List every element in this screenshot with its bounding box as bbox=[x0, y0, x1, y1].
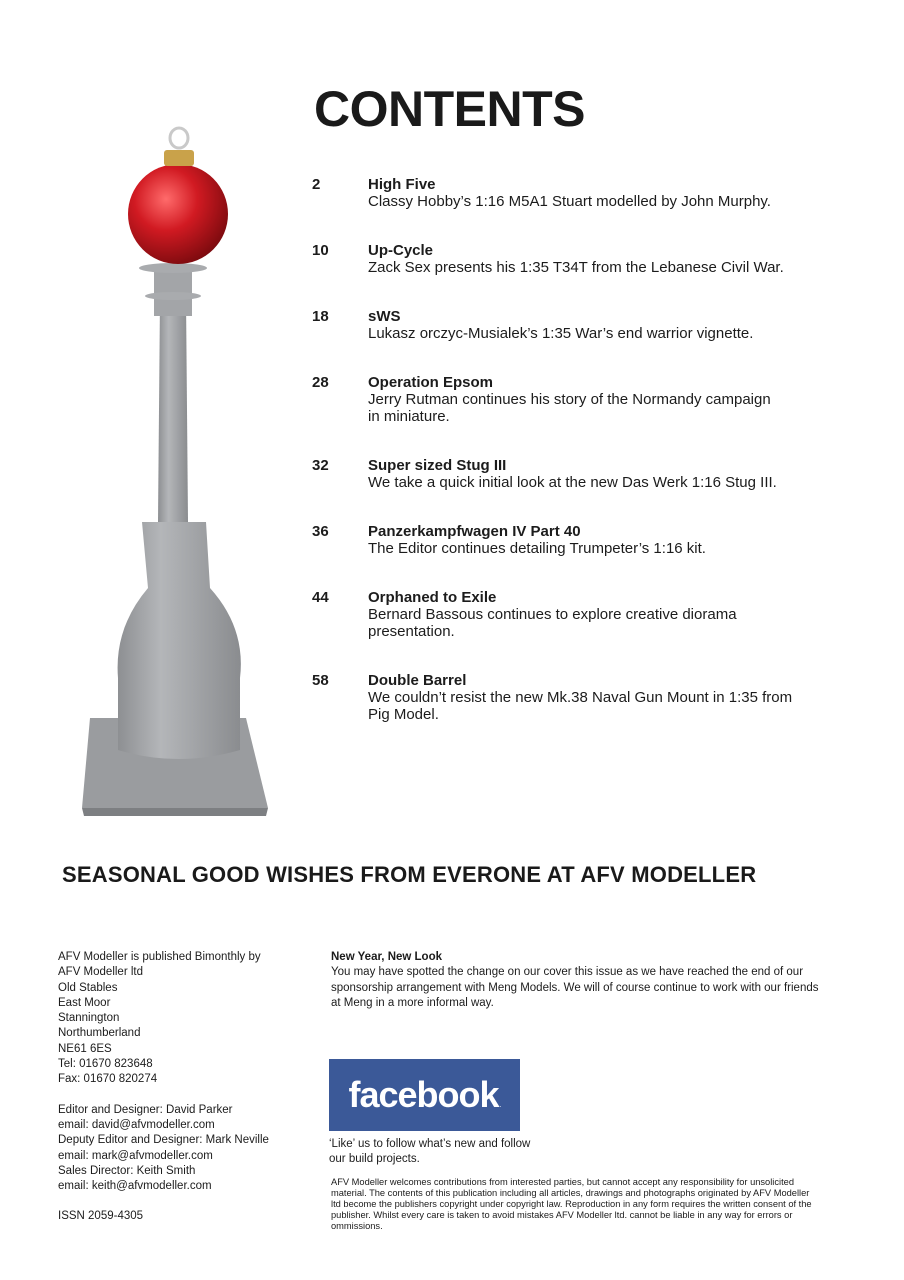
toc-page-number: 10 bbox=[312, 242, 329, 259]
toc-page-number: 32 bbox=[312, 457, 329, 474]
toc-page-number: 28 bbox=[312, 374, 329, 391]
toc-description: Classy Hobby’s 1:16 M5A1 Stuart modelled by John Murphy. bbox=[368, 193, 771, 210]
toc-heading: Operation Epsom bbox=[368, 374, 494, 391]
toc-description: We couldn’t resist the new Mk.38 Naval Gun Mount in 1:35 from Pig Model. bbox=[368, 689, 793, 723]
fax-line: Fax: 01670 820274 bbox=[58, 1073, 158, 1086]
stand-collar bbox=[139, 263, 207, 316]
toc-description: Lukasz orczyc-Musialek’s 1:35 War’s end warrior vignette. bbox=[368, 325, 754, 342]
publisher-info bbox=[58, 950, 318, 1225]
ornament-ball bbox=[128, 128, 228, 264]
toc-heading: Orphaned to Exile bbox=[368, 589, 497, 606]
toc-entry[interactable] bbox=[312, 672, 872, 723]
editor-note bbox=[331, 950, 831, 1011]
toc-page-number: 58 bbox=[312, 672, 329, 689]
issn: ISSN 2059-4305 bbox=[58, 1210, 144, 1223]
toc-page-number: 44 bbox=[312, 589, 329, 606]
staff-email[interactable]: email: david@afvmodeller.com bbox=[58, 1118, 215, 1131]
toc-description: The Editor continues detailing Trumpeter’s 1:16 kit. bbox=[368, 540, 706, 557]
toc-entry[interactable] bbox=[312, 242, 872, 276]
toc-page-number: 18 bbox=[312, 308, 329, 325]
address-line: Stannington bbox=[58, 1012, 120, 1025]
staff-email[interactable]: email: mark@afvmodeller.com bbox=[58, 1149, 213, 1162]
toc-entry[interactable] bbox=[312, 457, 872, 491]
address-line: Northumberland bbox=[58, 1027, 141, 1040]
toc-heading: Up-Cycle bbox=[368, 242, 434, 259]
staff-line: Sales Director: Keith Smith bbox=[58, 1164, 196, 1177]
toc-page-number: 2 bbox=[312, 176, 321, 193]
toc-heading: Double Barrel bbox=[368, 672, 467, 689]
toc-description: Zack Sex presents his 1:35 T34T from the Lebanese Civil War. bbox=[368, 259, 784, 276]
toc-heading: Panzerkampfwagen IV Part 40 bbox=[368, 523, 581, 540]
toc-entry[interactable] bbox=[312, 308, 872, 342]
toc-entry[interactable] bbox=[312, 176, 872, 210]
toc-page-number: 36 bbox=[312, 523, 329, 540]
toc-heading: sWS bbox=[368, 308, 401, 325]
phone-line: Tel: 01670 823648 bbox=[58, 1058, 153, 1071]
address-line: Old Stables bbox=[58, 981, 118, 994]
address-line: AFV Modeller ltd bbox=[58, 966, 144, 979]
page-title: CONTENTS bbox=[314, 81, 585, 137]
facebook-logo-text: facebook bbox=[348, 1074, 499, 1115]
address-line: East Moor bbox=[58, 996, 111, 1009]
toc-heading: High Five bbox=[368, 176, 436, 193]
copyright-disclaimer: AFV Modeller welcomes contributions from interested parties, but cannot accept any responsibility for unsolicited material. The contents of this publication including all articles, drawings and photographs originated by AFV Modeller ltd become the publishers copyright under copyright law. Reproduction in any form requires the written consent of the publisher. Whilst every care is taken to avoid mistakes AFV Modeller ltd. cannot be liable in any way for errors or ommissions. bbox=[331, 1177, 812, 1231]
ornament-stand-illustration bbox=[70, 118, 280, 828]
note-title: New Year, New Look bbox=[331, 951, 443, 963]
staff-email[interactable]: email: keith@afvmodeller.com bbox=[58, 1180, 212, 1193]
toc-description: Bernard Bassous continues to explore creative diorama presentation. bbox=[368, 606, 737, 640]
toc-description: Jerry Rutman continues his story of the Normandy campaign in miniature. bbox=[368, 391, 771, 425]
facebook-logo[interactable] bbox=[329, 1059, 520, 1131]
toc-heading: Super sized Stug III bbox=[368, 457, 507, 474]
toc-description: We take a quick initial look at the new Das Werk 1:16 Stug III. bbox=[368, 474, 777, 491]
facebook-logo-mark: . bbox=[499, 1102, 501, 1109]
stand-body bbox=[118, 522, 241, 759]
address-line: AFV Modeller is published Bimonthly by bbox=[58, 951, 261, 963]
staff-line: Deputy Editor and Designer: Mark Neville bbox=[58, 1134, 269, 1147]
stand-pole bbox=[158, 298, 188, 522]
toc-entry[interactable] bbox=[312, 589, 872, 640]
note-body: You may have spotted the change on our cover this issue as we have reached the end of our sponsorship arrangement with Meng Models. We will of course continue to work with our friends at Meng in a more informal way. bbox=[331, 966, 819, 1009]
facebook-caption: ‘Like’ us to follow what’s new and follow our build projects. bbox=[329, 1138, 531, 1166]
toc-entry[interactable] bbox=[312, 374, 872, 425]
staff-line: Editor and Designer: David Parker bbox=[58, 1103, 233, 1116]
address-line: NE61 6ES bbox=[58, 1042, 112, 1055]
toc-entry[interactable] bbox=[312, 523, 872, 557]
seasonal-greeting: SEASONAL GOOD WISHES FROM EVERONE AT AFV MODELLER bbox=[62, 862, 757, 887]
table-of-contents bbox=[312, 176, 872, 723]
